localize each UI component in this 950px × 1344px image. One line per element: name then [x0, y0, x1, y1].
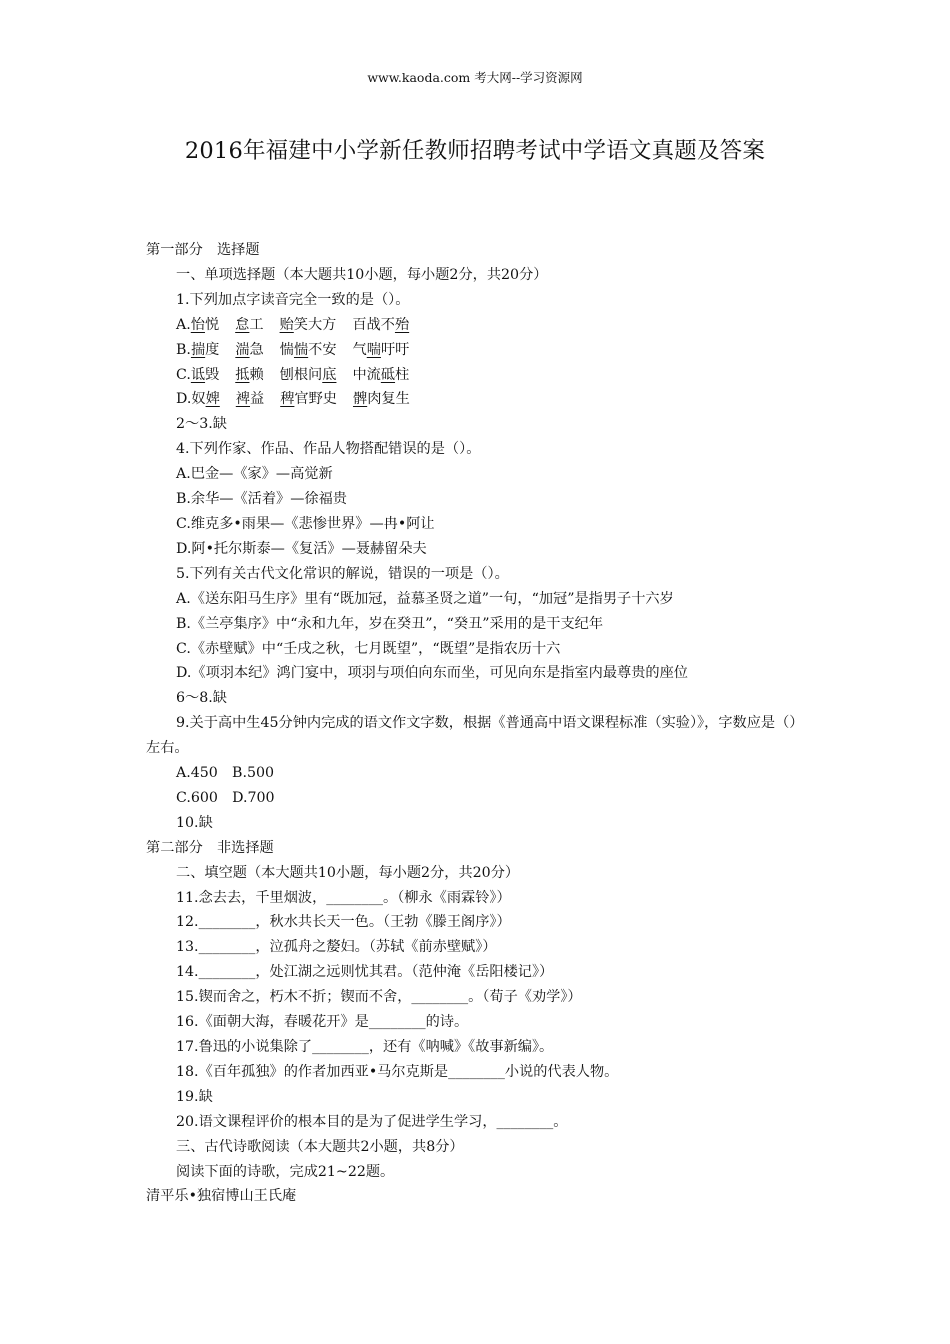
q6-8-missing: 6～8.缺 — [176, 690, 227, 707]
q4-stem: 4.下列作家、作品、作品人物搭配错误的是（）。 — [176, 441, 481, 458]
fill-item-16: 16.《面朝大海，春暖花开》是________的诗。 — [176, 1014, 469, 1031]
part1-heading: 第一部分 选择题 — [146, 242, 260, 258]
underlined-char: 怠 — [235, 316, 250, 333]
underlined-char: 砥 — [380, 366, 396, 383]
q4-option-b: B.余华—《活着》—徐福贵 — [176, 491, 347, 508]
underlined-char: 贻 — [279, 316, 294, 333]
q5-option-c: C.《赤壁赋》中“壬戌之秋，七月既望”，“既望”是指农历十六 — [176, 640, 561, 657]
q1-option-d — [146, 387, 806, 412]
fill-item-18: 18.《百年孤独》的作者加西亚•马尔克斯是________小说的代表人物。 — [176, 1063, 619, 1080]
option-word-text: 益 — [250, 391, 265, 408]
q1-option-b — [146, 338, 806, 363]
underlined-char: 裨 — [235, 391, 250, 408]
option-letter: A. — [176, 316, 191, 333]
option-word-text: 官野史 — [294, 391, 337, 408]
q4-option-c: C.维克多•雨果—《悲惨世界》—冉•阿让 — [176, 515, 435, 532]
option-word-text: 肉复生 — [367, 391, 410, 408]
q4-option-d: D.阿•托尔斯泰—《复活》—聂赫留朵夫 — [176, 540, 427, 557]
fill-item-12: 12.________，秋水共长天一色。（王勃《滕王阁序》） — [176, 914, 511, 931]
fill-item-13: 13.________，泣孤舟之嫠妇。（苏轼《前赤壁赋》） — [176, 939, 497, 956]
part2-heading: 第二部分 非选择题 — [146, 839, 274, 856]
q9-options-row2: C.600 D.700 — [176, 789, 275, 806]
option-word-text: 不安 — [308, 341, 337, 358]
option-word-text: 悦 — [204, 316, 220, 333]
q1-option-c — [146, 363, 806, 388]
underlined-char: 稗 — [280, 391, 295, 408]
q5-option-a: A.《送东阳马生序》里有“既加冠，益慕圣贤之道”一句，“加冠”是指男子十六岁 — [176, 590, 674, 607]
page-title: 2016年福建中小学新任教师招聘考试中学语文真题及答案 — [184, 138, 766, 164]
fill-item-11: 11.念去去，千里烟波，________。（柳永《雨霖铃》） — [176, 889, 511, 906]
document-body — [146, 238, 806, 1209]
underlined-char: 殆 — [394, 316, 410, 333]
fill-item-15: 15.锲而舍之，朽木不折；锲而不舍，________。（荀子《劝学》） — [176, 989, 582, 1006]
option-word-text: 中流 — [352, 366, 381, 383]
q2-3-missing: 2～3.缺 — [176, 416, 227, 433]
section3-heading: 三、古代诗歌阅读（本大题共2小题，共8分） — [176, 1138, 464, 1155]
site-header: www.kaoda.com 考大网--学习资源网 — [367, 70, 583, 85]
q10-missing: 10.缺 — [176, 814, 213, 831]
option-letter: D. — [176, 391, 192, 408]
option-word-text: 奴 — [191, 391, 206, 408]
q1-option-a — [146, 313, 806, 338]
underlined-char: 诋 — [190, 366, 206, 383]
q4-option-a: A.巴金—《家》—高觉新 — [176, 466, 333, 483]
section1-heading: 一、单项选择题（本大题共10小题，每小题2分，共20分） — [176, 266, 548, 283]
option-word-text: 刨根问 — [279, 366, 323, 383]
q1-stem: 1.下列加点字读音完全一致的是（）。 — [176, 291, 410, 308]
fill-item-14: 14.________，处江湖之远则忧其君。（范仲淹《岳阳楼记》） — [176, 964, 554, 981]
option-word-text: 吁吁 — [380, 341, 410, 358]
q9-stem: 9.关于高中生45分钟内完成的语文作文字数，根据《普通高中语文课程标准（实验）》，字数应是（）左右。 — [146, 715, 804, 757]
option-word-text: 毁 — [205, 366, 220, 383]
underlined-char: 婢 — [205, 391, 220, 408]
underlined-char: 髀 — [352, 391, 368, 408]
option-word-text: 急 — [249, 341, 264, 358]
underlined-char: 喘 — [366, 341, 381, 358]
option-word-text: 笑大方 — [293, 316, 337, 333]
fill-item-19: 19.缺 — [176, 1088, 213, 1105]
option-word-text: 赖 — [249, 366, 264, 383]
section2-heading: 二、填空题（本大题共10小题，每小题2分，共20分） — [176, 864, 520, 881]
q5-option-b: B.《兰亭集序》中“永和九年，岁在癸丑”，“癸丑”采用的是干支纪年 — [176, 615, 604, 632]
underlined-char: 怡 — [190, 316, 205, 333]
underlined-char: 揣 — [190, 341, 206, 358]
underlined-char: 惴 — [293, 341, 309, 358]
poem-title: 清平乐•独宿博山王氏庵 — [146, 1188, 297, 1205]
option-word-text: 气 — [352, 341, 367, 358]
underlined-char: 底 — [322, 366, 337, 383]
underlined-char: 湍 — [235, 341, 250, 358]
reading-instruction: 阅读下面的诗歌，完成21~22题。 — [176, 1163, 395, 1180]
option-word-text: 惴 — [279, 341, 294, 358]
option-word-text: 百战不 — [352, 316, 395, 333]
q9-options-row1: A.450 B.500 — [176, 765, 275, 782]
fill-item-20: 20.语文课程评价的根本目的是为了促进学生学习，________。 — [176, 1113, 568, 1130]
option-letter: C. — [176, 366, 191, 383]
option-word-text: 工 — [249, 316, 264, 333]
underlined-char: 抵 — [235, 366, 250, 383]
option-word-text: 柱 — [395, 366, 410, 383]
option-word-text: 度 — [205, 341, 220, 358]
q5-stem: 5.下列有关古代文化常识的解说，错误的一项是（）。 — [176, 565, 509, 582]
q5-option-d: D.《项羽本纪》鸿门宴中，项羽与项伯向东而坐，可见向东是指室内最尊贵的座位 — [176, 665, 688, 682]
fill-item-17: 17.鲁迅的小说集除了________，还有《呐喊》《故事新编》。 — [176, 1039, 554, 1055]
option-letter: B. — [176, 341, 191, 358]
